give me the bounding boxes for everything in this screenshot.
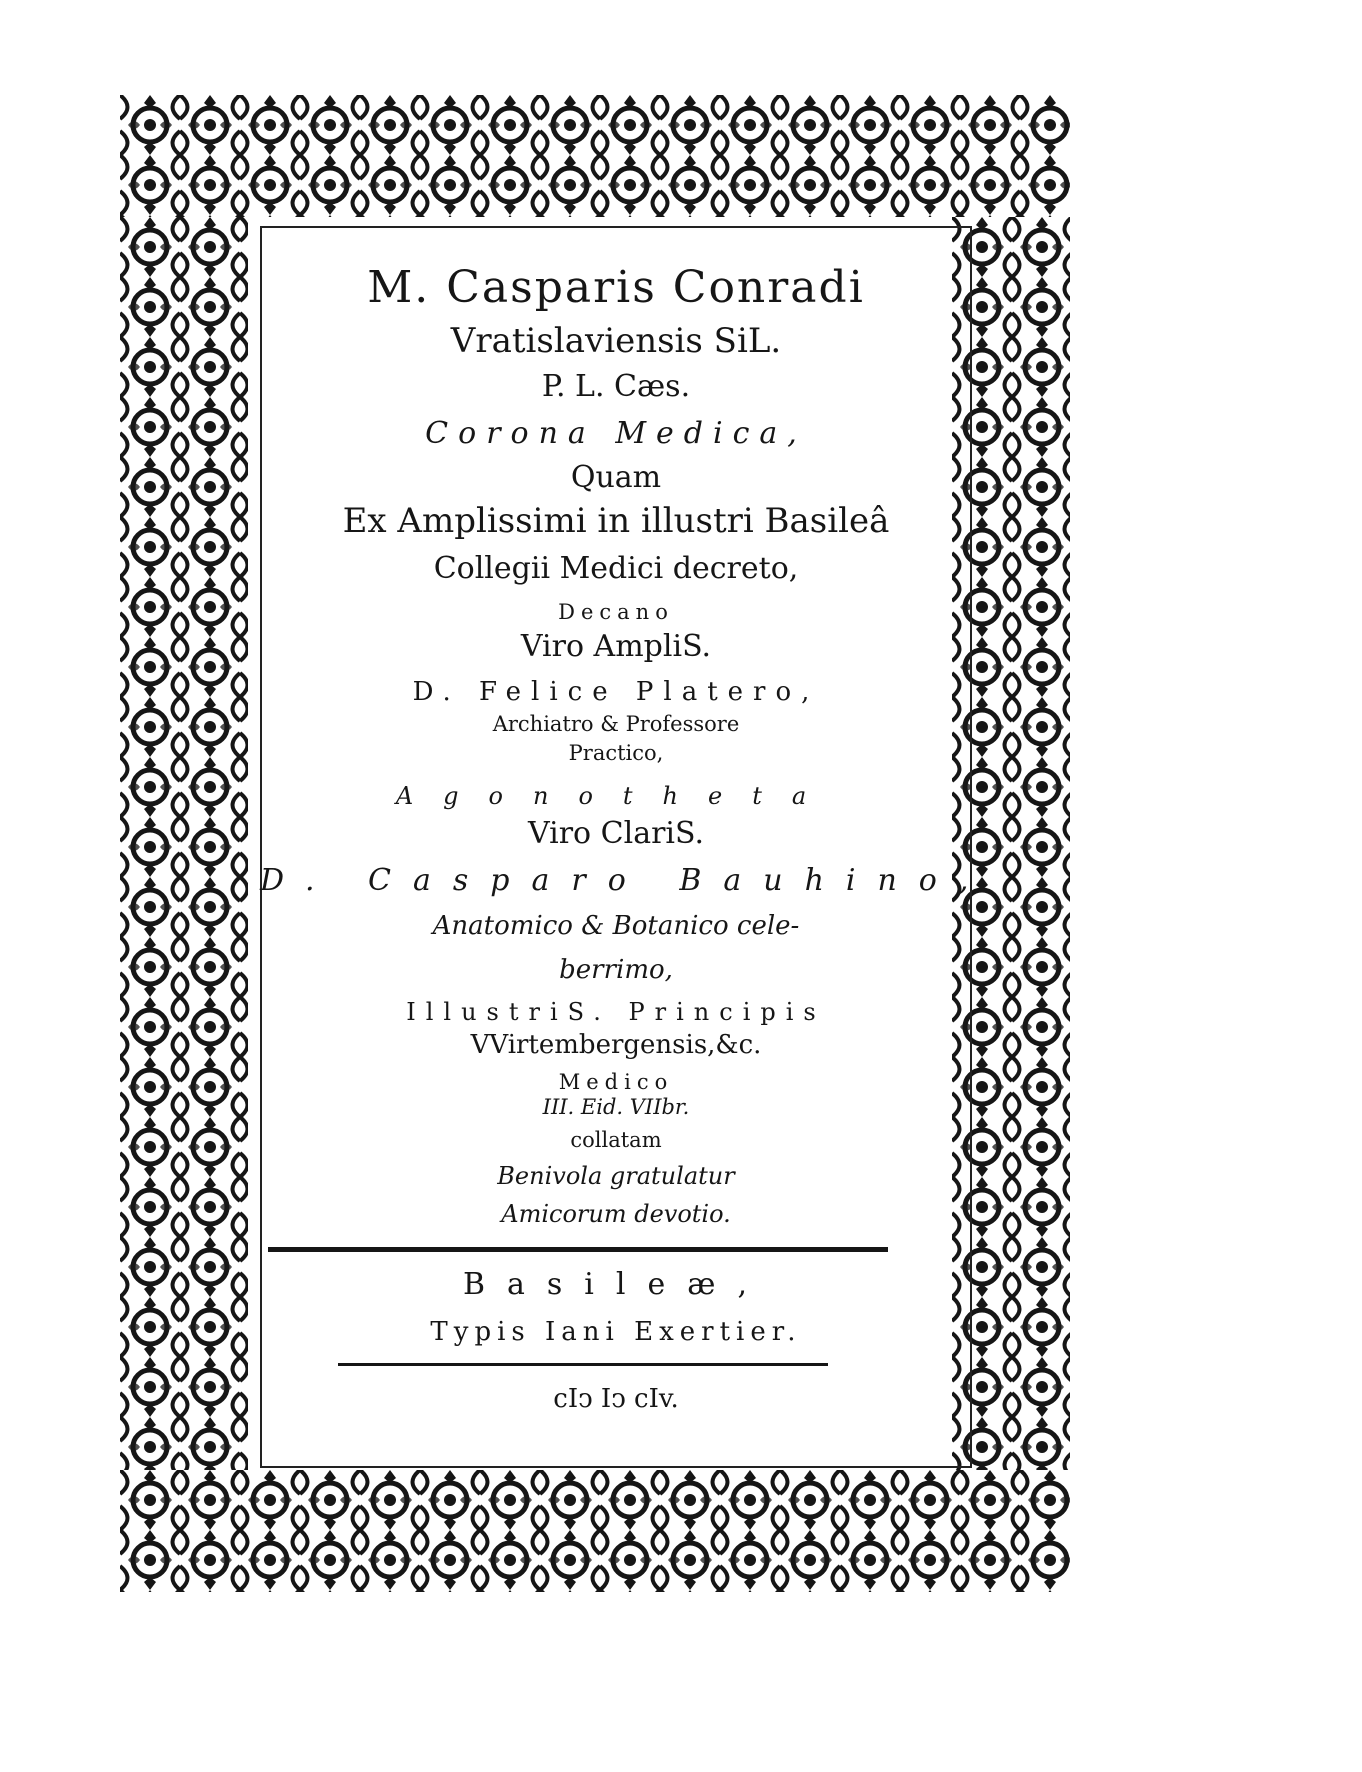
collegii-line: Collegii Medici decreto,	[433, 551, 799, 586]
ornamental-border-top	[120, 95, 1070, 217]
work-title: Corona Medica,	[425, 416, 807, 451]
ex-amplissimi-line: Ex Amplissimi in illustri Basileâ	[342, 501, 890, 541]
collatam-line: collatam	[570, 1128, 662, 1152]
viro-amplis-line: Viro AmpliS.	[520, 629, 712, 664]
author-line: M. Casparis Conradi	[367, 262, 865, 313]
decano-label: Decano	[558, 600, 674, 624]
imprint-rule-top	[268, 1247, 888, 1252]
imprint-year: cIↄ Iↄ cIv.	[553, 1384, 679, 1414]
honor-line: P. L. Cæs.	[541, 369, 691, 404]
practico-line: Practico,	[568, 741, 664, 765]
agonotheta-label: Agonotheta	[395, 782, 837, 810]
imprint-rule-bottom	[338, 1363, 828, 1366]
illustris-principis-line: IllustriS. Principis	[406, 998, 826, 1026]
viro-claris-line: Viro ClariS.	[527, 816, 705, 851]
archiatro-line: Archiatro & Professore	[492, 712, 740, 736]
amicorum-line: Amicorum devotio.	[501, 1200, 731, 1228]
title-text-block	[260, 226, 991, 1468]
ornamental-border-bottom	[120, 1470, 1070, 1592]
quam-line: Quam	[570, 460, 662, 495]
medico-label: Medico	[558, 1070, 674, 1094]
date-line: III. Eid. VIIbr.	[542, 1095, 690, 1119]
berrimo-line: berrimo,	[559, 955, 673, 985]
wirtembergensis-line: VVirtembergensis,&c.	[470, 1030, 762, 1060]
anatomico-line: Anatomico & Botanico cele-	[432, 911, 800, 941]
felice-platero-line: D. Felice Platero,	[412, 677, 820, 707]
ornamental-border-left	[120, 217, 248, 1470]
casparo-bauhino-line: D. Casparo Bauhino,	[260, 863, 991, 898]
imprint-city: Basileæ,	[462, 1267, 769, 1302]
benivola-line: Benivola gratulatur	[497, 1162, 735, 1190]
origin-line: Vratislaviensis SiL.	[450, 321, 782, 361]
imprint-printer: Typis Iani Exertier.	[430, 1317, 802, 1347]
